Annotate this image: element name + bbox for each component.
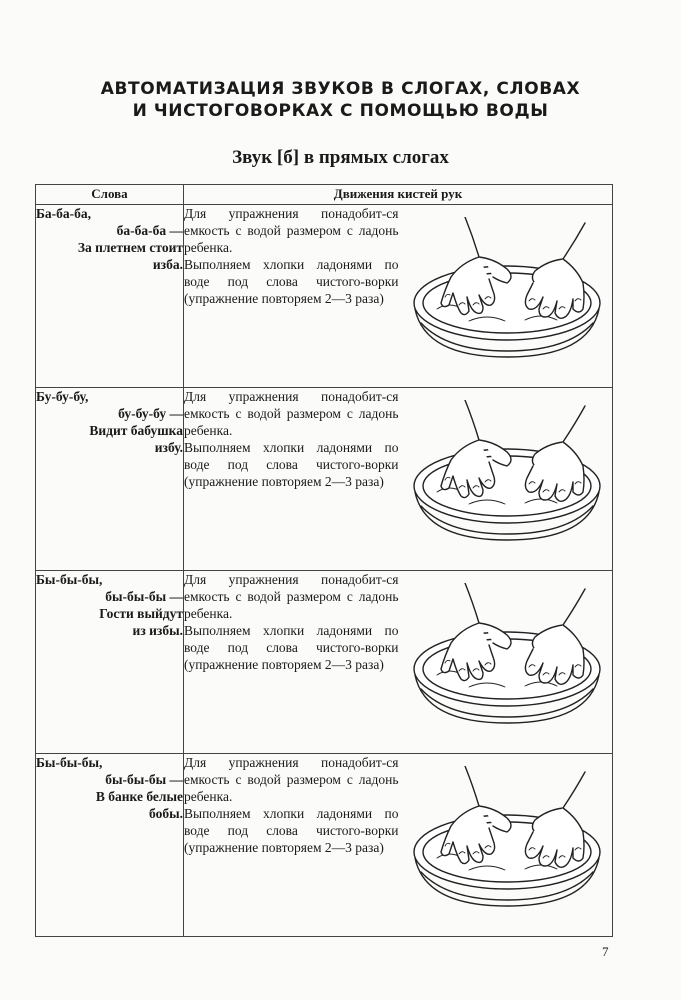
heading-line-1: АВТОМАТИЗАЦИЯ ЗВУКОВ В СЛОГАХ, СЛОВАХ [100, 79, 581, 99]
description-paragraph: Выполняем хлопки ладонями по воде под слова чистого-ворки (упражнение повторяем 2—3 раза) [184, 806, 399, 855]
movement-description-cell [184, 388, 399, 571]
rhyme-line: Бы-бы-бы, [36, 572, 103, 587]
description-paragraph: Выполняем хлопки ладонями по воде под слова чистого-ворки (упражнение повторяем 2—3 раза) [184, 257, 399, 306]
illustration-cell [399, 388, 613, 571]
header-hand-movements: Движения кистей рук [184, 185, 613, 205]
rhyme-line: избу. [154, 440, 183, 455]
rhyme-line: бы-бы-бы — [105, 772, 183, 787]
words-cell [36, 754, 184, 937]
table-row [36, 571, 613, 754]
page-heading [0, 78, 681, 122]
description-paragraph: Выполняем хлопки ладонями по воде под слова чистого-ворки (упражнение повторяем 2—3 раза) [184, 440, 399, 489]
heading-line-2: И ЧИСТОГОВОРКАХ С ПОМОЩЬЮ ВОДЫ [132, 101, 549, 121]
rhyme-line: из избы. [132, 623, 183, 638]
exercise-table [35, 184, 613, 937]
description-paragraph: Для упражнения понадобит-ся емкость с водой размером с ладонь ребенка. [184, 572, 399, 621]
rhyme-line: бобы. [149, 806, 183, 821]
hands-in-water-basin-icon [407, 766, 607, 916]
description-paragraph: Для упражнения понадобит-ся емкость с водой размером с ладонь ребенка. [184, 755, 399, 804]
illustration-cell [399, 571, 613, 754]
rhyme-line: Бы-бы-бы, [36, 755, 103, 770]
description-paragraph: Выполняем хлопки ладонями по воде под слова чистого-ворки (упражнение повторяем 2—3 раза) [184, 623, 399, 672]
table-row [36, 754, 613, 937]
rhyme-line: За плетнем стоит [77, 240, 183, 255]
rhyme-line: Ба-ба-ба, [36, 206, 92, 221]
rhyme-line: Видит бабушка [89, 423, 183, 438]
rhyme-line: Бу-бу-бу, [36, 389, 89, 404]
description-paragraph: Для упражнения понадобит-ся емкость с водой размером с ладонь ребенка. [184, 206, 399, 255]
rhyme-line: ба-ба-ба — [116, 223, 183, 238]
rhyme-line: В банке белые [95, 789, 183, 804]
table-row [36, 205, 613, 388]
movement-description-cell [184, 571, 399, 754]
page-number: 7 [602, 944, 609, 959]
movement-description-cell [184, 205, 399, 388]
header-words: Слова [36, 185, 184, 205]
words-cell [36, 205, 184, 388]
illustration-cell [399, 205, 613, 388]
movement-description-cell [184, 754, 399, 937]
table-header-row [36, 185, 613, 205]
section-subtitle: Звук [б] в прямых слогах [232, 147, 449, 168]
words-cell [36, 571, 184, 754]
description-paragraph: Для упражнения понадобит-ся емкость с водой размером с ладонь ребенка. [184, 389, 399, 438]
table-row [36, 388, 613, 571]
hands-in-water-basin-icon [407, 583, 607, 733]
rhyme-line: бу-бу-бу — [118, 406, 183, 421]
words-cell [36, 388, 184, 571]
hands-in-water-basin-icon [407, 217, 607, 367]
rhyme-line: Гости выйдут [99, 606, 183, 621]
hands-in-water-basin-icon [407, 400, 607, 550]
rhyme-line: изба. [152, 257, 183, 272]
rhyme-line: бы-бы-бы — [105, 589, 183, 604]
illustration-cell [399, 754, 613, 937]
